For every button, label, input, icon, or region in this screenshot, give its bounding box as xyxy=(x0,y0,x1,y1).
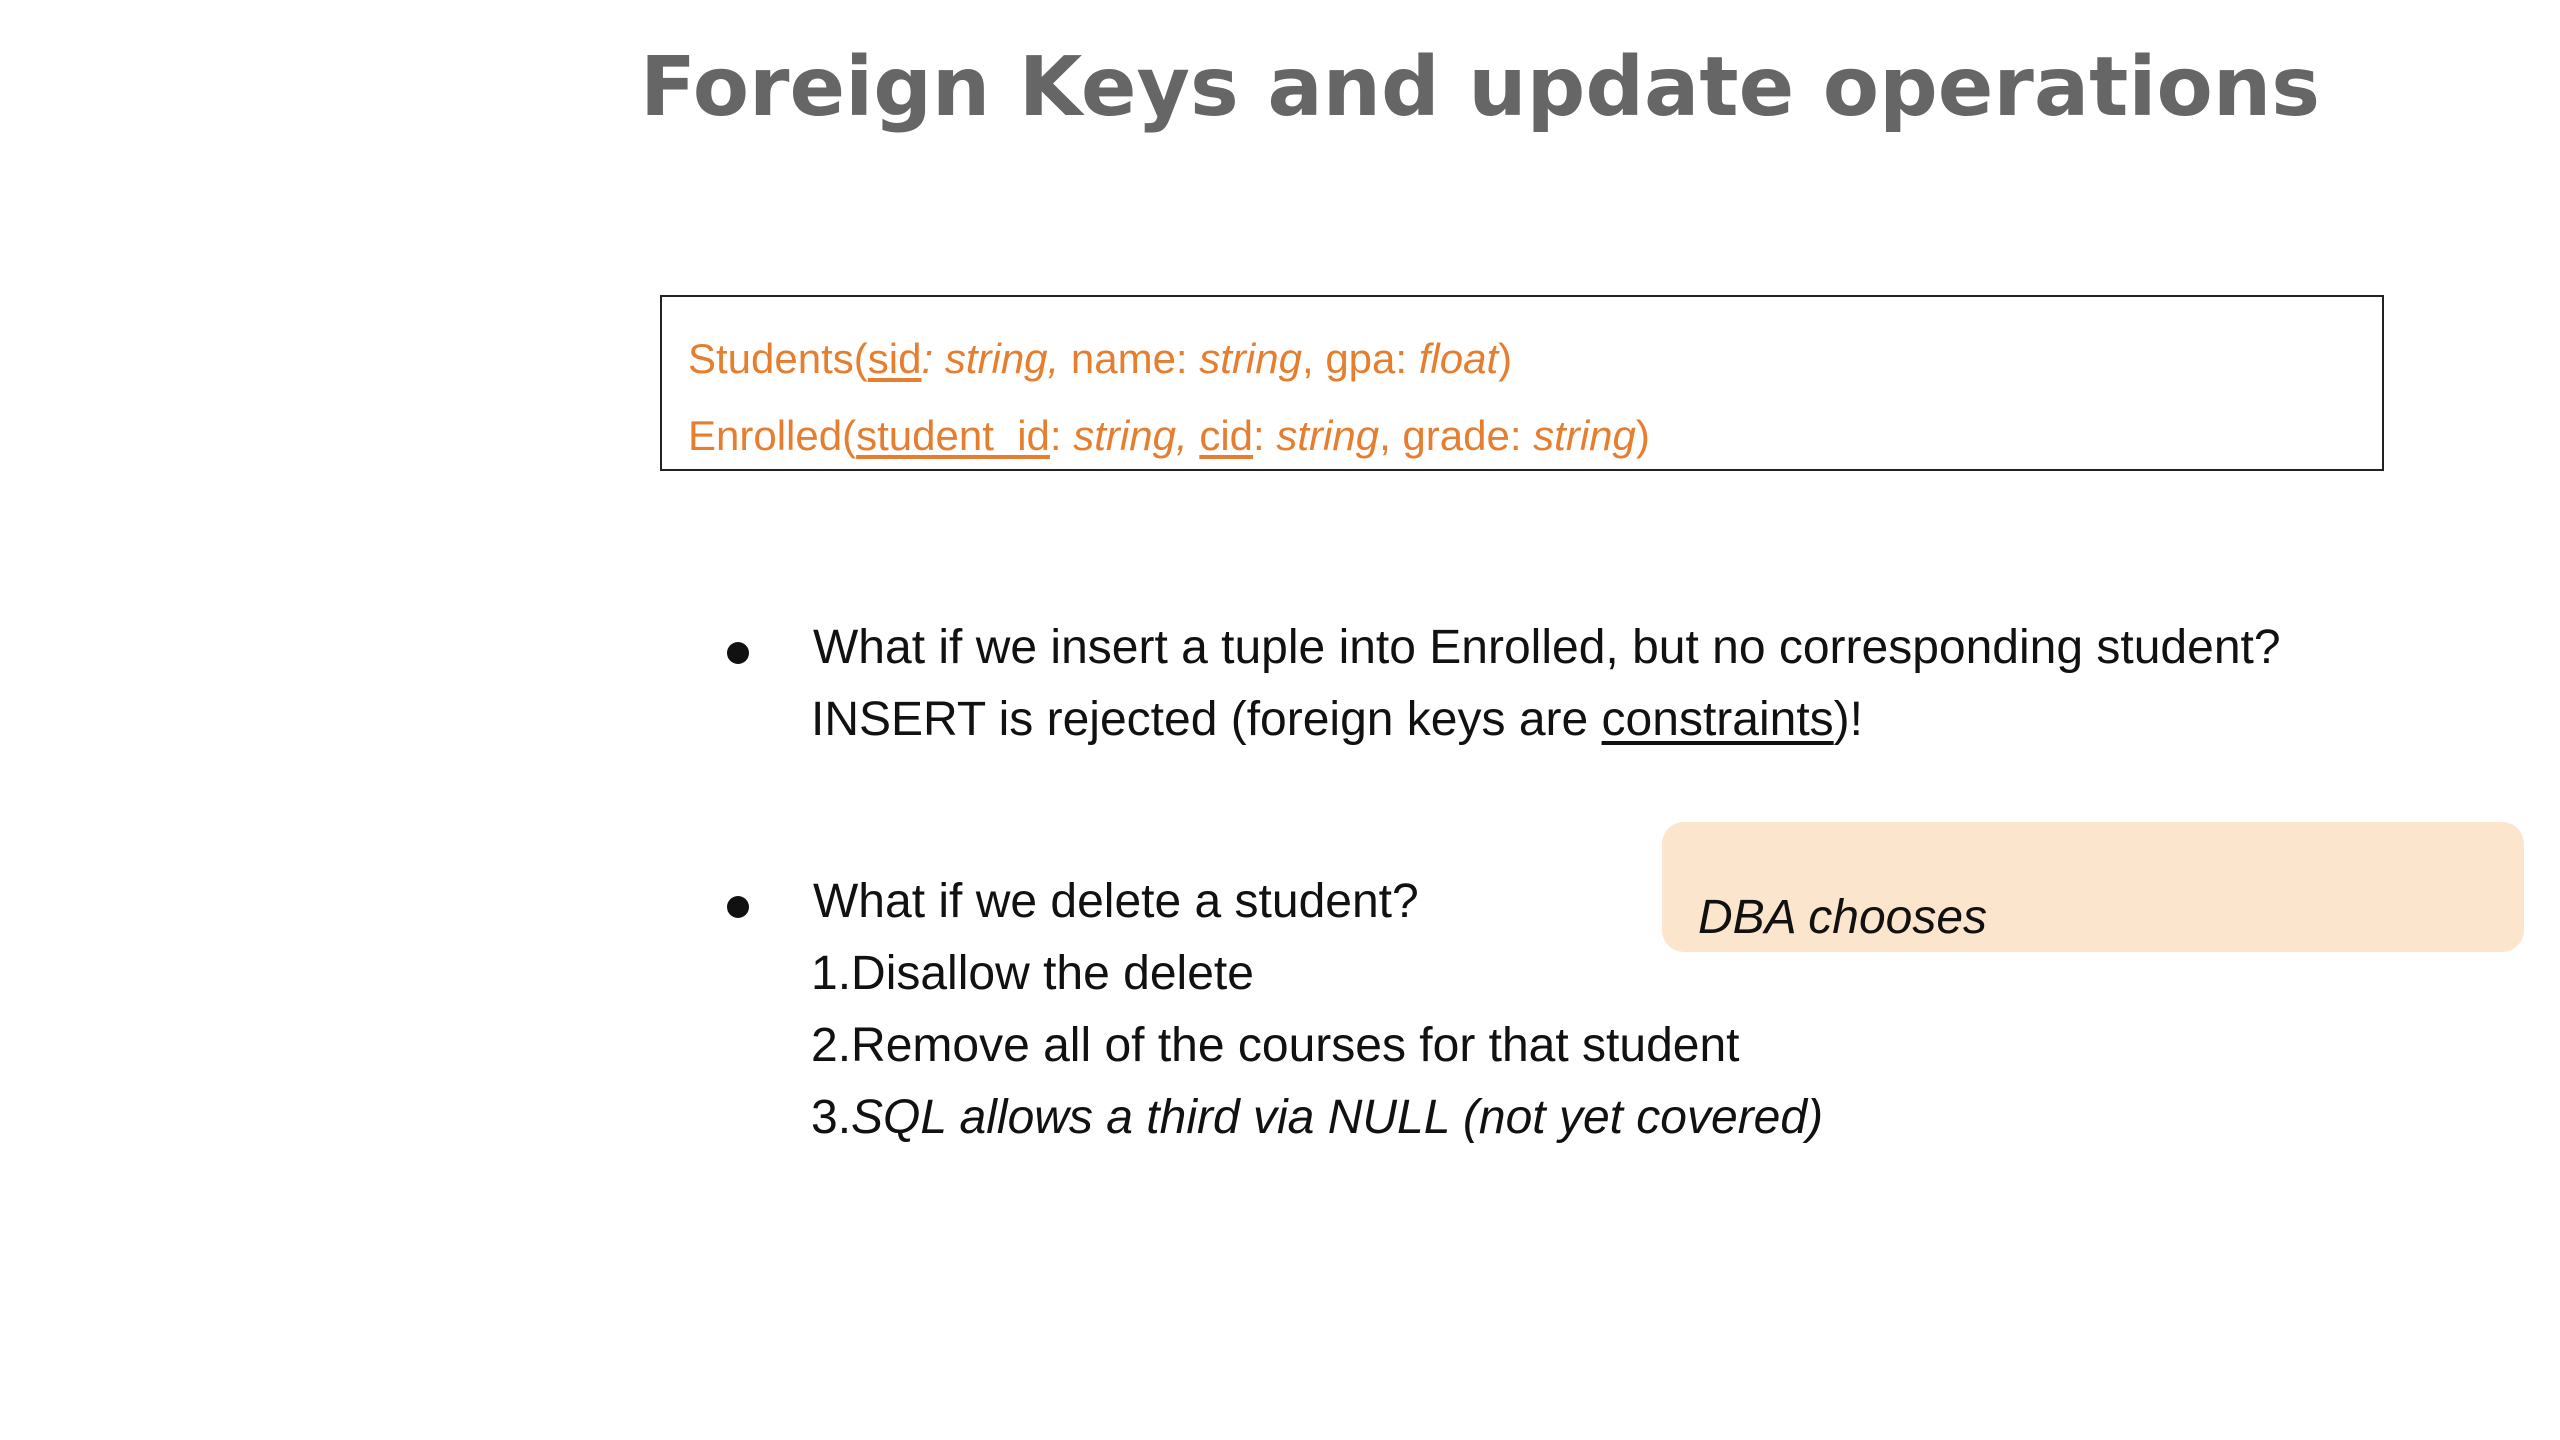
constraints-text: constraints xyxy=(1601,693,1834,746)
enrolled-type-student-id: string, xyxy=(1073,412,1188,459)
enrolled-key-student-id: student_id xyxy=(856,412,1050,459)
students-mid-name: name: xyxy=(1059,335,1200,382)
delete-option-3 xyxy=(811,1090,1823,1145)
enrolled-sep1: : xyxy=(1049,412,1074,459)
students-prefix: Students( xyxy=(688,335,868,382)
slide-title: Foreign Keys and update operations xyxy=(640,40,2320,135)
insert-question: What if we insert a tuple into Enrolled, but no corresponding student? xyxy=(813,621,2281,674)
delete-question: What if we delete a student? xyxy=(813,875,1419,928)
students-type-sid: string, xyxy=(944,335,1060,382)
students-type-gpa: float xyxy=(1418,335,1499,382)
option-text: SQL allows a third via NULL (not yet covered) xyxy=(851,1091,1824,1144)
enrolled-mid-grade: , grade: xyxy=(1379,412,1534,459)
bullet-dot xyxy=(727,896,749,918)
schema-box xyxy=(660,295,2384,471)
option-text: Disallow the delete xyxy=(851,947,1254,1000)
students-sep: : xyxy=(921,335,945,382)
option-number: 1. xyxy=(811,947,852,1000)
students-mid-gpa: , gpa: xyxy=(1301,335,1419,382)
insert-answer-suffix: )! xyxy=(1833,693,1863,746)
enrolled-schema xyxy=(688,412,1650,460)
option-number: 2. xyxy=(811,1019,852,1072)
insert-answer-prefix: INSERT is rejected (foreign keys are xyxy=(811,693,1602,746)
students-type-name: string xyxy=(1199,335,1302,382)
enrolled-space xyxy=(1188,412,1200,459)
students-key-sid: sid xyxy=(867,335,922,382)
enrolled-key-cid: cid xyxy=(1199,412,1254,459)
dba-callout xyxy=(1662,822,2524,952)
delete-option-1 xyxy=(811,946,1254,1001)
delete-option-2 xyxy=(811,1018,1740,1073)
insert-answer xyxy=(811,692,1863,747)
option-text: Remove all of the courses for that student xyxy=(851,1019,1740,1072)
students-suffix: ) xyxy=(1498,335,1513,382)
callout-text: DBA chooses xyxy=(1698,891,1988,944)
enrolled-prefix: Enrolled( xyxy=(688,412,857,459)
enrolled-type-grade: string xyxy=(1533,412,1636,459)
enrolled-type-cid: string xyxy=(1276,412,1380,459)
option-number: 3. xyxy=(811,1091,852,1144)
bullet-dot xyxy=(727,642,749,664)
enrolled-suffix: ) xyxy=(1635,412,1650,459)
students-schema xyxy=(688,335,1512,383)
enrolled-sep2: : xyxy=(1253,412,1277,459)
